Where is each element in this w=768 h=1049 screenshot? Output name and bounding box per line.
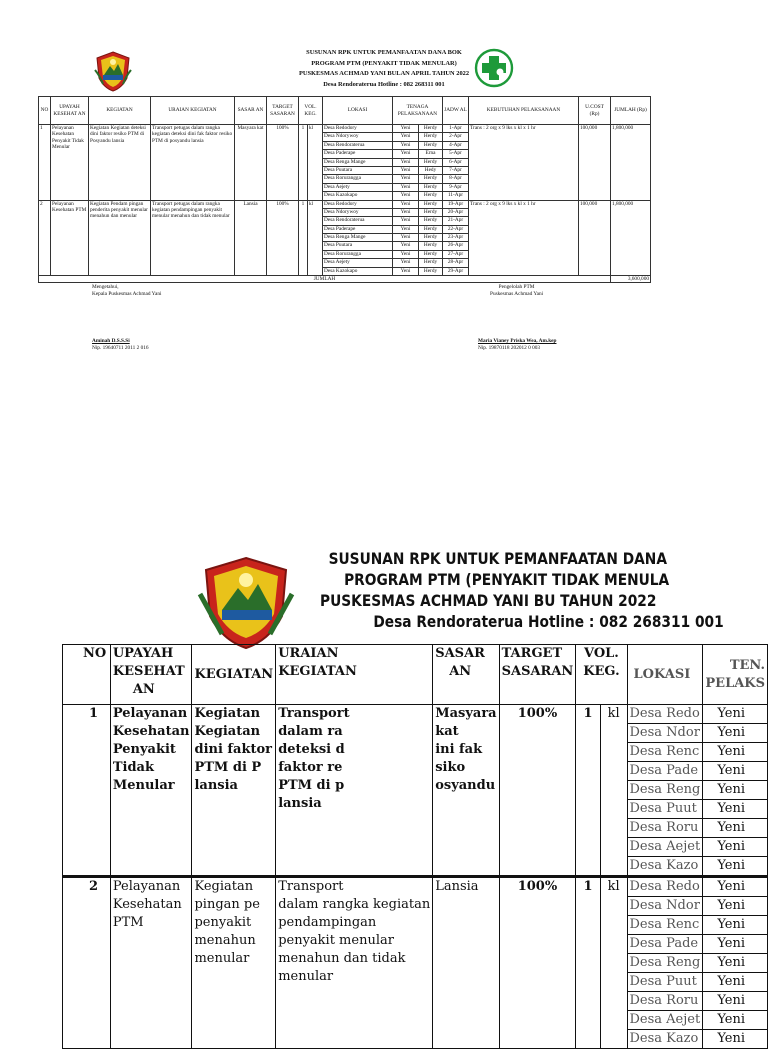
group-sasaran: Lansia xyxy=(235,200,267,276)
zoom-kegiatan-line: Kegiatan xyxy=(194,706,261,721)
jadwal-cell: 4-Apr xyxy=(443,141,469,149)
zoom-group-upayah xyxy=(110,705,192,877)
tenaga-cell: Yeni xyxy=(393,192,419,200)
zoom-tenaga-cell: Yeni xyxy=(703,705,768,724)
col-no: NO xyxy=(39,97,51,125)
regency-emblem-logo-zoomed xyxy=(194,554,298,650)
zoom-lokasi-cell: Desa Redo xyxy=(627,877,703,897)
group-upayah: Pelayanan Kesehatan Penyakit Tidak Menular xyxy=(51,125,89,201)
tenaga-cell: Yeni xyxy=(393,267,419,275)
zoom-group-uraian xyxy=(276,877,433,1049)
total-label: JUMLAH xyxy=(39,276,611,283)
sig-left-name: Aminah D.S.S.Si xyxy=(92,338,130,344)
tenaga-cell: Herdy xyxy=(419,141,443,149)
zoom-col-sasaran-1: SASAR xyxy=(435,646,485,661)
col-tenaga: TENAGA PELAKSANAAN xyxy=(393,97,443,125)
sig-left-line1: Mengetahui, xyxy=(92,284,119,290)
zoom-col-uraian-1: URAIAN xyxy=(278,646,339,661)
group-vol: 1 xyxy=(299,200,308,276)
zoom-uraian-line: deteksi d xyxy=(278,742,345,757)
tenaga-cell: Herdy xyxy=(419,183,443,191)
group-no: 2 xyxy=(39,200,51,276)
zoom-col-target xyxy=(499,645,576,705)
zoom-table-row xyxy=(63,705,768,724)
tenaga-cell: Herdy xyxy=(419,175,443,183)
zoom-lokasi-cell: Desa Pade xyxy=(627,762,703,781)
zoom-uraian-line: lansia xyxy=(278,796,322,811)
tenaga-cell: Yeni xyxy=(393,141,419,149)
lokasi-cell: Desa Kazokapo xyxy=(323,267,393,275)
lokasi-cell: Desa Kazokapo xyxy=(323,192,393,200)
zoom-header-line-2: PROGRAM PTM (PENYAKIT TIDAK MENULA xyxy=(344,570,670,589)
group-kegiatan: Kegiatan Kegiatan deteksi dini faktor resiko PTM di Posyandu lansia xyxy=(89,125,151,201)
zoom-kegiatan-line: Kegiatan xyxy=(194,879,254,894)
tenaga-cell: Herdy xyxy=(419,158,443,166)
zoom-lokasi-cell: Desa Ndor xyxy=(627,897,703,916)
col-upayah: UPAYAH KESEHAT AN xyxy=(51,97,89,125)
zoom-lokasi-cell: Desa Reng xyxy=(627,954,703,973)
zoom-col-upayah-2: KESEHAT xyxy=(112,664,185,679)
jadwal-cell: 29-Apr xyxy=(443,267,469,275)
group-target: 100% xyxy=(267,125,299,201)
tenaga-cell: Yeni xyxy=(393,125,419,133)
tenaga-cell: Yeni xyxy=(393,175,419,183)
tenaga-cell: Herdy xyxy=(419,200,443,208)
zoom-col-uraian-2: KEGIATAN xyxy=(278,664,357,679)
zoom-lokasi-cell: Desa Renc xyxy=(627,916,703,935)
zoom-lokasi-cell: Desa Puut xyxy=(627,800,703,819)
zoom-col-sasaran xyxy=(433,645,499,705)
lokasi-cell: Desa Rorurangga xyxy=(323,175,393,183)
regency-emblem-logo xyxy=(92,50,134,92)
zoom-upayah-line: Tidak xyxy=(112,760,154,775)
lokasi-cell: Desa Renga Mange xyxy=(323,158,393,166)
zoom-col-vol xyxy=(576,645,627,705)
lokasi-cell: Desa Redodory xyxy=(323,125,393,133)
zoom-uraian-line: PTM di p xyxy=(278,778,345,793)
jadwal-cell: 23-Apr xyxy=(443,234,469,242)
zoom-lokasi-cell: Desa Roru xyxy=(627,992,703,1011)
zoom-uraian-line: pendampingan xyxy=(278,915,377,930)
zoom-col-vol-2: KEG. xyxy=(583,664,620,679)
jadwal-cell: 6-Apr xyxy=(443,158,469,166)
zoom-tenaga-cell: Yeni xyxy=(703,877,768,897)
tenaga-cell: Yeni xyxy=(393,183,419,191)
tenaga-cell: Yeni xyxy=(393,225,419,233)
header-line-4: Desa Rendoraterua Hotline : 082 268311 001 xyxy=(323,80,445,88)
zoom-tenaga-cell: Yeni xyxy=(703,897,768,916)
tenaga-cell: Yeni xyxy=(393,259,419,267)
zoom-tenaga-cell: Yeni xyxy=(703,762,768,781)
zoom-kegiatan-line: menahun xyxy=(194,933,256,948)
group-uraian: Transport petugas dalam rangka kegiatan pendampingan penyakit menular menahun dan tidak menular xyxy=(151,200,235,276)
group-upayah: Pelayanan Kesehatan PTM xyxy=(51,200,89,276)
zoom-upayah-line: Pelayanan xyxy=(112,879,181,894)
jadwal-cell: 11-Apr xyxy=(443,192,469,200)
zoom-upayah-line: PTM xyxy=(112,915,144,930)
sig-right-line1: Pengelolah PTM xyxy=(498,284,535,290)
zoom-tenaga-cell: Yeni xyxy=(703,992,768,1011)
zoom-uraian-line: dalam ra xyxy=(278,724,343,739)
group-jumlah: 1,800,000 xyxy=(611,125,651,201)
zoom-col-uraian xyxy=(276,645,433,705)
group-unit: kl xyxy=(308,200,323,276)
sig-left-line2: Kepala Puskesmas Achmad Yani xyxy=(92,291,162,297)
zoom-group-uraian xyxy=(276,705,433,877)
zoom-sasaran-line: siko xyxy=(435,760,466,775)
group-kebutuhan: Trans : 2 org x 9 lks x kl x 1 hr xyxy=(469,125,579,201)
jadwal-cell: 7-Apr xyxy=(443,166,469,174)
col-kegiatan: KEGIATAN xyxy=(89,97,151,125)
zoom-group-vol: 1 xyxy=(576,877,600,1049)
zoom-upayah-line: Penyakit xyxy=(112,742,176,757)
zoom-sasaran-line: osyandu xyxy=(435,778,496,793)
tenaga-cell: Hedy xyxy=(419,166,443,174)
sig-right-nip: Nip. 19870118 202012 0 003 xyxy=(478,345,541,351)
jadwal-cell: 8-Apr xyxy=(443,175,469,183)
col-target: TARGET SASARAN xyxy=(267,97,299,125)
zoom-sasaran-line: ini fak xyxy=(435,742,483,757)
jadwal-cell: 9-Apr xyxy=(443,183,469,191)
zoom-tenaga-cell: Yeni xyxy=(703,781,768,800)
zoom-lokasi-cell: Desa Redo xyxy=(627,705,703,724)
zoom-kegiatan-line: PTM di P xyxy=(194,760,262,775)
tenaga-cell: Herdy xyxy=(419,250,443,258)
zoomed-document-view xyxy=(0,520,768,1046)
group-kebutuhan: Trans : 2 org x 9 lks x kl x 1 hr xyxy=(469,200,579,276)
group-target: 100% xyxy=(267,200,299,276)
zoom-group-no: 2 xyxy=(63,877,111,1049)
zoom-tenaga-cell: Yeni xyxy=(703,724,768,743)
lokasi-cell: Desa Aejety xyxy=(323,259,393,267)
tenaga-cell: Herdy xyxy=(419,234,443,242)
zoom-sasaran-line: Lansia xyxy=(435,879,479,894)
tenaga-cell: Yeni xyxy=(393,242,419,250)
zoom-group-unit: kl xyxy=(600,705,627,877)
zoom-group-kegiatan xyxy=(192,877,276,1049)
group-vol: 1 xyxy=(299,125,308,201)
zoom-uraian-line: menular xyxy=(278,969,334,984)
zoom-tenaga-cell: Yeni xyxy=(703,954,768,973)
zoom-upayah-line: Kesehatan xyxy=(112,897,182,912)
total-row xyxy=(39,276,651,283)
zoom-group-kegiatan xyxy=(192,705,276,877)
table-row xyxy=(39,125,651,133)
zoom-kegiatan-line: penyakit xyxy=(194,915,252,930)
zoom-lokasi-cell: Desa Pade xyxy=(627,935,703,954)
zoom-tenaga-cell: Yeni xyxy=(703,743,768,762)
zoom-table-row xyxy=(63,877,768,897)
zoom-group-target: 100% xyxy=(499,877,576,1049)
col-jumlah: JUMLAH (Rp) xyxy=(611,97,651,125)
zoom-lokasi-cell: Desa Kazo xyxy=(627,857,703,877)
lokasi-cell: Desa Puutara xyxy=(323,242,393,250)
zoom-upayah-line: Pelayanan xyxy=(112,706,188,721)
zoom-tenaga-cell: Yeni xyxy=(703,1030,768,1049)
zoom-header-line-4: Desa Rendoraterua Hotline : 082 268311 001 xyxy=(373,612,724,631)
zoomed-header xyxy=(320,548,724,632)
zoom-uraian-line: menahun dan tidak xyxy=(278,951,406,966)
group-jumlah: 1,800,000 xyxy=(611,200,651,276)
jadwal-cell: 19-Apr xyxy=(443,200,469,208)
jadwal-cell: 2-Apr xyxy=(443,133,469,141)
zoom-group-unit: kl xyxy=(600,877,627,1049)
zoom-lokasi-cell: Desa Ndor xyxy=(627,724,703,743)
zoom-kegiatan-line: dini faktor xyxy=(194,742,272,757)
zoom-col-tenaga xyxy=(703,645,768,705)
zoom-col-sasaran-2: AN xyxy=(449,664,472,679)
tenaga-cell: Yeni xyxy=(393,166,419,174)
zoom-header-line-1: SUSUNAN RPK UNTUK PEMANFAATAN DANA xyxy=(328,549,667,568)
signature-right-name xyxy=(478,338,556,352)
tenaga-cell: Yeni xyxy=(393,158,419,166)
zoom-lokasi-cell: Desa Reng xyxy=(627,781,703,800)
group-no: 1 xyxy=(39,125,51,201)
zoom-lokasi-cell: Desa Aejet xyxy=(627,1011,703,1030)
jadwal-cell: 20-Apr xyxy=(443,208,469,216)
zoom-col-tenaga-2: PELAKS xyxy=(705,675,765,691)
zoom-lokasi-cell: Desa Aejet xyxy=(627,838,703,857)
col-uraian: URAIAN KEGIATAN xyxy=(151,97,235,125)
zoom-uraian-line: faktor re xyxy=(278,760,343,775)
zoom-tenaga-cell: Yeni xyxy=(703,1011,768,1030)
jadwal-cell: 21-Apr xyxy=(443,217,469,225)
group-sasaran: Masyara kat xyxy=(235,125,267,201)
tenaga-cell: Herdy xyxy=(419,192,443,200)
zoom-group-vol: 1 xyxy=(576,705,600,877)
zoom-col-target-2: SASARAN xyxy=(501,664,574,679)
col-lokasi: LOKASI xyxy=(323,97,393,125)
group-unit: kl xyxy=(308,125,323,201)
tenaga-cell: Yeni xyxy=(393,200,419,208)
zoom-upayah-line: Kesehatan xyxy=(112,724,190,739)
zoom-kegiatan-line: lansia xyxy=(194,778,238,793)
signature-right xyxy=(490,284,543,298)
document-page xyxy=(0,0,768,420)
tenaga-cell: Herdy xyxy=(419,242,443,250)
lokasi-cell: Desa Redodory xyxy=(323,200,393,208)
lokasi-cell: Desa Rorurangga xyxy=(323,250,393,258)
tenaga-cell: Yeni xyxy=(393,150,419,158)
lokasi-cell: Desa Rendoraterua xyxy=(323,217,393,225)
jadwal-cell: 27-Apr xyxy=(443,250,469,258)
col-jadwal: JADW AL xyxy=(443,97,469,125)
tenaga-cell: Herdy xyxy=(419,208,443,216)
zoom-lokasi-cell: Desa Renc xyxy=(627,743,703,762)
zoom-group-upayah xyxy=(110,877,192,1049)
zoom-header-line-3: PUSKESMAS ACHMAD YANI BU TAHUN 2022 xyxy=(320,591,657,610)
zoom-col-tenaga-1: TEN. xyxy=(729,657,765,673)
tenaga-cell: Herdy xyxy=(419,267,443,275)
group-ucost: 100,000 xyxy=(579,200,611,276)
zoom-tenaga-cell: Yeni xyxy=(703,857,768,877)
jadwal-cell: 22-Apr xyxy=(443,225,469,233)
zoom-col-upayah xyxy=(110,645,192,705)
zoom-group-no: 1 xyxy=(63,705,111,877)
header-line-3: PUSKESMAS ACHMAD YANI BULAN APRIL TAHUN 2022 xyxy=(298,70,470,77)
lokasi-cell: Desa Puutara xyxy=(323,166,393,174)
col-ucost: U.COST (Rp) xyxy=(579,97,611,125)
signature-left-name xyxy=(92,338,149,352)
zoom-col-kegiatan: KEGIATAN xyxy=(192,645,276,705)
tenaga-cell: Herdy xyxy=(419,133,443,141)
zoom-col-lokasi: LOKASI xyxy=(627,645,703,705)
zoom-uraian-line: Transport xyxy=(278,879,344,894)
zoom-lokasi-cell: Desa Puut xyxy=(627,973,703,992)
rpk-table xyxy=(38,96,651,283)
header-line-1: SUSUNAN RPK UNTUK PEMANFAATAN DANA BOK xyxy=(306,49,462,56)
group-uraian: Transport petugas dalam rangka kegiatan deteksi dini fak faktor resiko PTM di posyandu lansia xyxy=(151,125,235,201)
zoom-tenaga-cell: Yeni xyxy=(703,973,768,992)
lokasi-cell: Desa Aejety xyxy=(323,183,393,191)
table-row xyxy=(39,200,651,208)
zoom-uraian-line: penyakit menular xyxy=(278,933,394,948)
tenaga-cell: Herdy xyxy=(419,217,443,225)
zoom-kegiatan-line: Kegiatan xyxy=(194,724,261,739)
zoom-col-no: NO xyxy=(63,645,111,705)
zoom-group-sasaran xyxy=(433,877,499,1049)
zoom-tenaga-cell: Yeni xyxy=(703,838,768,857)
tenaga-cell: Herdy xyxy=(419,125,443,133)
zoom-sasaran-line: Masyara xyxy=(435,706,497,721)
zoom-group-target: 100% xyxy=(499,705,576,877)
total-value: 3,600,000 xyxy=(611,276,651,283)
signature-left xyxy=(92,284,161,298)
tenaga-cell: Yeni xyxy=(393,217,419,225)
zoom-col-upayah-1: UPAYAH xyxy=(112,646,174,661)
zoom-group-sasaran xyxy=(433,705,499,877)
lokasi-cell: Desa Ndorywoy xyxy=(323,133,393,141)
tenaga-cell: Yeni xyxy=(393,234,419,242)
jadwal-cell: 26-Apr xyxy=(443,242,469,250)
zoom-lokasi-cell: Desa Kazo xyxy=(627,1030,703,1049)
zoom-col-upayah-3: AN xyxy=(132,682,155,697)
group-ucost: 100,000 xyxy=(579,125,611,201)
lokasi-cell: Desa Renga Mange xyxy=(323,234,393,242)
tenaga-cell: Yeni xyxy=(393,250,419,258)
zoom-uraian-line: dalam rangka kegiatan xyxy=(278,897,431,912)
tenaga-cell: Erna xyxy=(419,150,443,158)
tenaga-cell: Herdy xyxy=(419,225,443,233)
lokasi-cell: Desa Ndorywoy xyxy=(323,208,393,216)
header-line-2: PROGRAM PTM (PENYAKIT TIDAK MENULAR) xyxy=(311,59,457,67)
sig-right-line2: Puskesmas Achmad Yani xyxy=(490,291,544,297)
zoom-col-vol-1: VOL. xyxy=(583,646,619,661)
sig-right-name: Maria Vianey Priska Wea, Am.kep xyxy=(478,338,557,344)
sig-left-nip: Nip. 19640711 2011 2 016 xyxy=(92,345,149,351)
jadwal-cell: 1-Apr xyxy=(443,125,469,133)
lokasi-cell: Desa Paderape xyxy=(323,225,393,233)
jadwal-cell: 5-Apr xyxy=(443,150,469,158)
zoom-uraian-line: Transport xyxy=(278,706,350,721)
col-kebutuhan: KEBUTUHAN PELAKSANAAN xyxy=(469,97,579,125)
tenaga-cell: Yeni xyxy=(393,133,419,141)
tenaga-cell: Yeni xyxy=(393,208,419,216)
jadwal-cell: 28-Apr xyxy=(443,259,469,267)
zoom-upayah-line: Menular xyxy=(112,778,175,793)
group-kegiatan: Kegiatan Pendam pingan penderita penyakit menular menahun dan menular xyxy=(89,200,151,276)
document-header xyxy=(180,48,588,90)
zoom-col-target-1: TARGET xyxy=(501,646,563,661)
tenaga-cell: Herdy xyxy=(419,259,443,267)
health-ministry-logo xyxy=(474,48,514,88)
lokasi-cell: Desa Paderape xyxy=(323,150,393,158)
col-sasaran: SASAR AN xyxy=(235,97,267,125)
lokasi-cell: Desa Rendoraterua xyxy=(323,141,393,149)
zoom-kegiatan-line: menular xyxy=(194,951,250,966)
zoom-tenaga-cell: Yeni xyxy=(703,819,768,838)
col-vol: VOL. KEG. xyxy=(299,97,323,125)
zoomed-rpk-table xyxy=(62,644,768,1049)
zoom-kegiatan-line: pingan pe xyxy=(194,897,260,912)
zoom-sasaran-line: kat xyxy=(435,724,459,739)
zoom-tenaga-cell: Yeni xyxy=(703,916,768,935)
zoom-tenaga-cell: Yeni xyxy=(703,800,768,819)
zoom-tenaga-cell: Yeni xyxy=(703,935,768,954)
zoom-lokasi-cell: Desa Roru xyxy=(627,819,703,838)
